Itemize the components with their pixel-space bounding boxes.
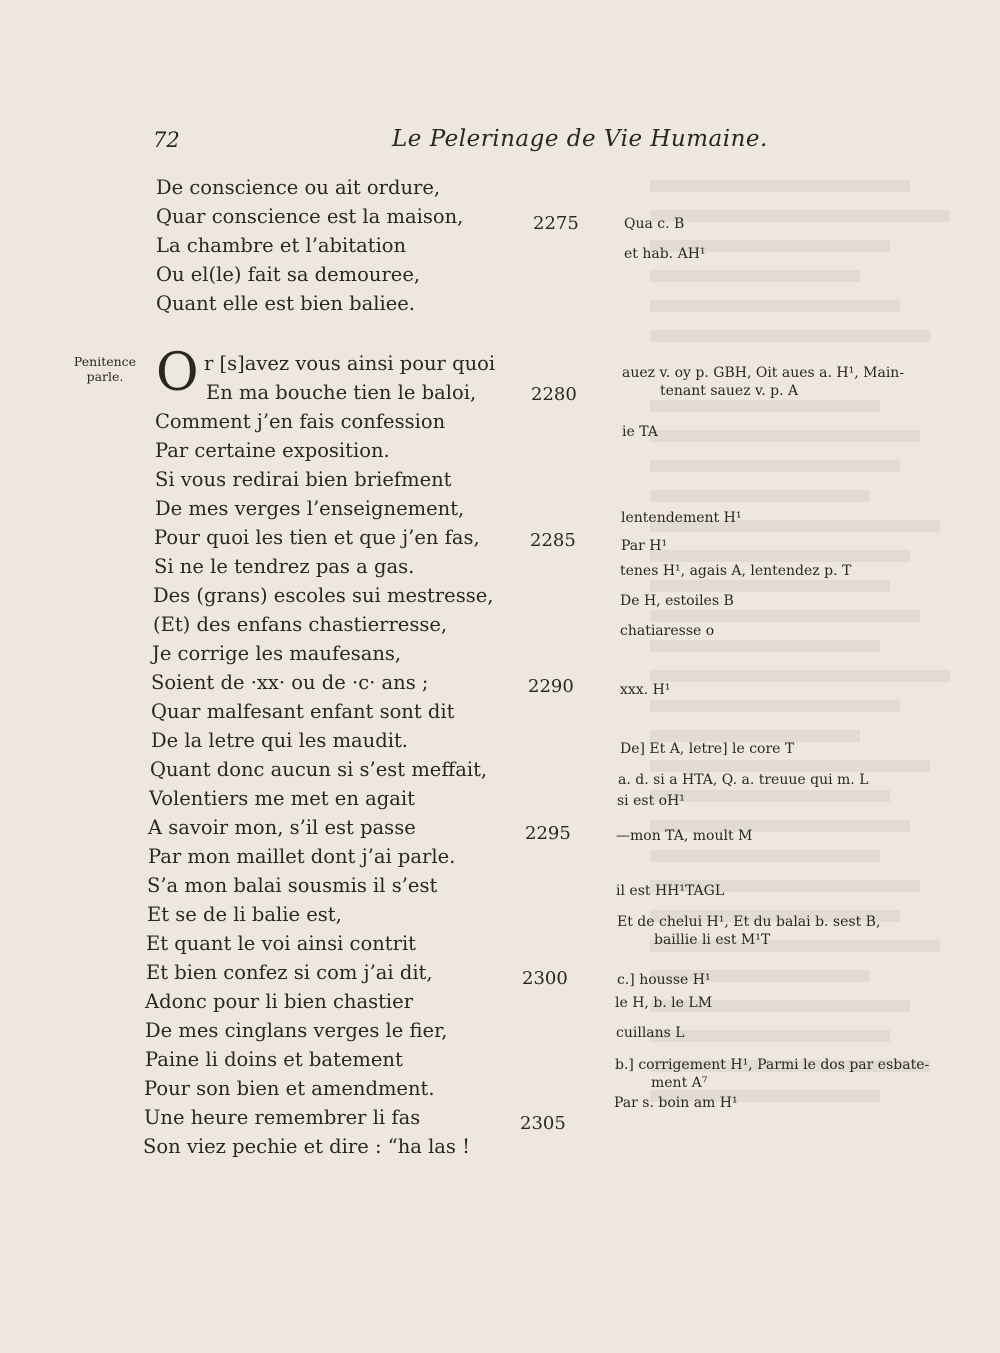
- variant-note: Par s. boin am H¹: [614, 1095, 738, 1111]
- verse-line: Si vous redirai bien briefment: [155, 468, 452, 491]
- verse-line: Pour quoi les tien et que j’en fas,: [154, 526, 480, 549]
- verse-line: Paine li doins et batement: [145, 1048, 403, 1071]
- variant-note: ie TA: [622, 424, 658, 440]
- verse-line: Par mon maillet dont j’ai parle.: [148, 845, 456, 868]
- verse-line: Quant elle est bien baliee.: [156, 292, 415, 315]
- verse-line: Soient de ·xx· ou de ·c· ans ;: [151, 671, 429, 694]
- verse-line: Si ne le tendrez pas a gas.: [154, 555, 415, 578]
- page-number: 72: [153, 128, 180, 152]
- verse-line: Comment j’en fais confession: [155, 410, 446, 433]
- verse-line: Quar malfesant enfant sont dit: [151, 700, 455, 723]
- line-number: 2280: [531, 384, 577, 405]
- verse-line: Et bien confez si com j’ai dit,: [146, 961, 433, 984]
- variant-note: —mon TA, moult M: [616, 828, 753, 844]
- variant-note: Par H¹: [621, 538, 668, 554]
- running-title: Le Pelerinage de Vie Humaine.: [392, 126, 768, 152]
- show-through-shadow: [600, 140, 1000, 1180]
- variant-note: auez v. oy p. GBH, Oit aues a. H¹, Main-: [622, 365, 905, 381]
- verse-line: De mes verges l’enseignement,: [155, 497, 465, 520]
- variant-note: De H, estoiles B: [620, 593, 734, 609]
- verse-line: Et quant le voi ainsi contrit: [146, 932, 417, 955]
- verse-line: Je corrige les maufesans,: [152, 642, 402, 665]
- variant-note: tenant sauez v. p. A: [660, 383, 799, 399]
- verse-line: Pour son bien et amendment.: [144, 1077, 435, 1100]
- variant-note: ment A⁷: [651, 1075, 708, 1091]
- line-number: 2305: [520, 1113, 566, 1134]
- variant-note: a. d. si a HTA, Q. a. treuue qui m. L: [618, 772, 869, 788]
- variant-note: Et de chelui H¹, Et du balai b. sest B,: [617, 914, 881, 930]
- variant-note: baillie li est M¹T: [654, 932, 771, 948]
- variant-note: Qua c. B: [624, 216, 685, 232]
- variant-note: cuillans L: [616, 1025, 685, 1041]
- variant-note: c.] housse H¹: [617, 972, 711, 988]
- variant-note: b.] corrigement H¹, Parmi le dos par esbate-: [615, 1057, 930, 1073]
- verse-line: La chambre et l’abitation: [156, 234, 407, 257]
- verse-line: En ma bouche tien le baloi,: [206, 381, 477, 404]
- verse-line: Des (grans) escoles sui mestresse,: [153, 584, 494, 607]
- verse-line: Son viez pechie et dire : “ha las !: [143, 1135, 470, 1158]
- verse-line: Quant donc aucun si s’est meffait,: [150, 758, 488, 781]
- verse-line: Par certaine exposition.: [155, 439, 390, 462]
- line-number: 2295: [525, 823, 571, 844]
- verse-line: Quar conscience est la maison,: [156, 205, 464, 228]
- variant-note: il est HH¹TAGL: [616, 883, 725, 899]
- variant-note: tenes H¹, agais A, lentendez p. T: [620, 563, 852, 579]
- verse-line: De la letre qui les maudit.: [151, 729, 408, 752]
- verse-line: Ou el(le) fait sa demouree,: [156, 263, 421, 286]
- verse-line: Adonc pour li bien chastier: [145, 990, 414, 1013]
- variant-note: et hab. AH¹: [624, 246, 706, 262]
- margin-note: Penitence parle.: [73, 354, 137, 384]
- verse-line: Volentiers me met en agait: [149, 787, 415, 810]
- verse-line: De mes cinglans verges le fier,: [145, 1019, 448, 1042]
- verse-line: r [s]avez vous ainsi pour quoi: [204, 352, 496, 375]
- verse-line: A savoir mon, s’il est passe: [148, 816, 416, 839]
- verse-line: Et se de li balie est,: [147, 903, 342, 926]
- verse-line: S’a mon balai sousmis il s’est: [147, 874, 438, 897]
- drop-cap: O: [156, 343, 199, 403]
- variant-note: De] Et A, letre] le core T: [620, 741, 795, 757]
- line-number: 2300: [522, 968, 568, 989]
- line-number: 2290: [528, 676, 574, 697]
- verse-line: Une heure remembrer li fas: [144, 1106, 421, 1129]
- variant-note: lentendement H¹: [621, 510, 742, 526]
- verse-line: (Et) des enfans chastierresse,: [153, 613, 448, 636]
- variant-note: le H, b. le LM: [615, 995, 713, 1011]
- variant-note: chatiaresse o: [620, 623, 715, 639]
- variant-note: si est oH¹: [617, 793, 685, 809]
- verse-line: De conscience ou ait ordure,: [156, 176, 441, 199]
- line-number: 2275: [533, 213, 579, 234]
- line-number: 2285: [530, 530, 576, 551]
- variant-note: xxx. H¹: [620, 682, 671, 698]
